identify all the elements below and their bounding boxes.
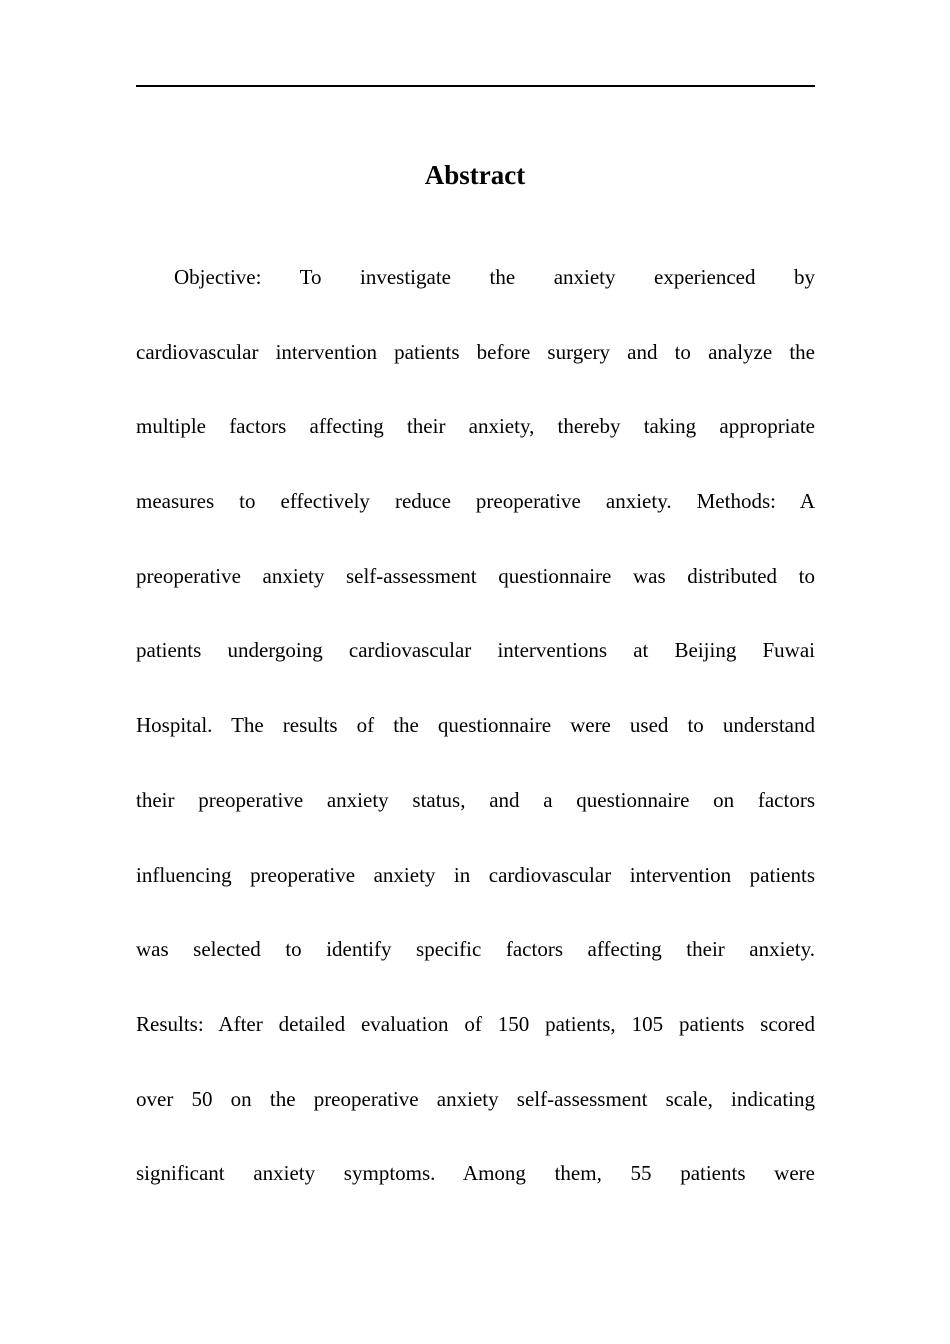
- body-line: significant anxiety symptoms. Among them, 55 patients were: [136, 1161, 815, 1186]
- abstract-title: Abstract: [424, 160, 526, 190]
- header-rule: [136, 85, 815, 87]
- abstract-body: [136, 240, 815, 1211]
- body-line: Objective: To investigate the anxiety experienced by: [174, 265, 815, 289]
- body-line: influencing preoperative anxiety in cardiovascular intervention patients: [136, 862, 815, 887]
- body-line: measures to effectively reduce preoperative anxiety. Methods: A: [136, 489, 815, 514]
- body-line: Results: After detailed evaluation of 150 patients, 105 patients scored: [136, 1011, 815, 1036]
- body-line: Hospital. The results of the questionnaire were used to understand: [136, 713, 815, 738]
- body-line: cardiovascular intervention patients before surgery and to analyze the: [136, 339, 815, 364]
- body-line: preoperative anxiety self-assessment questionnaire was distributed to: [136, 563, 815, 588]
- body-line: over 50 on the preoperative anxiety self-assessment scale, indicating: [136, 1086, 815, 1111]
- body-line: their preoperative anxiety status, and a questionnaire on factors: [136, 787, 815, 812]
- body-line: multiple factors affecting their anxiety, thereby taking appropriate: [136, 414, 815, 439]
- body-line: was selected to identify specific factors affecting their anxiety.: [136, 937, 815, 962]
- body-line: patients undergoing cardiovascular interventions at Beijing Fuwai: [136, 638, 815, 663]
